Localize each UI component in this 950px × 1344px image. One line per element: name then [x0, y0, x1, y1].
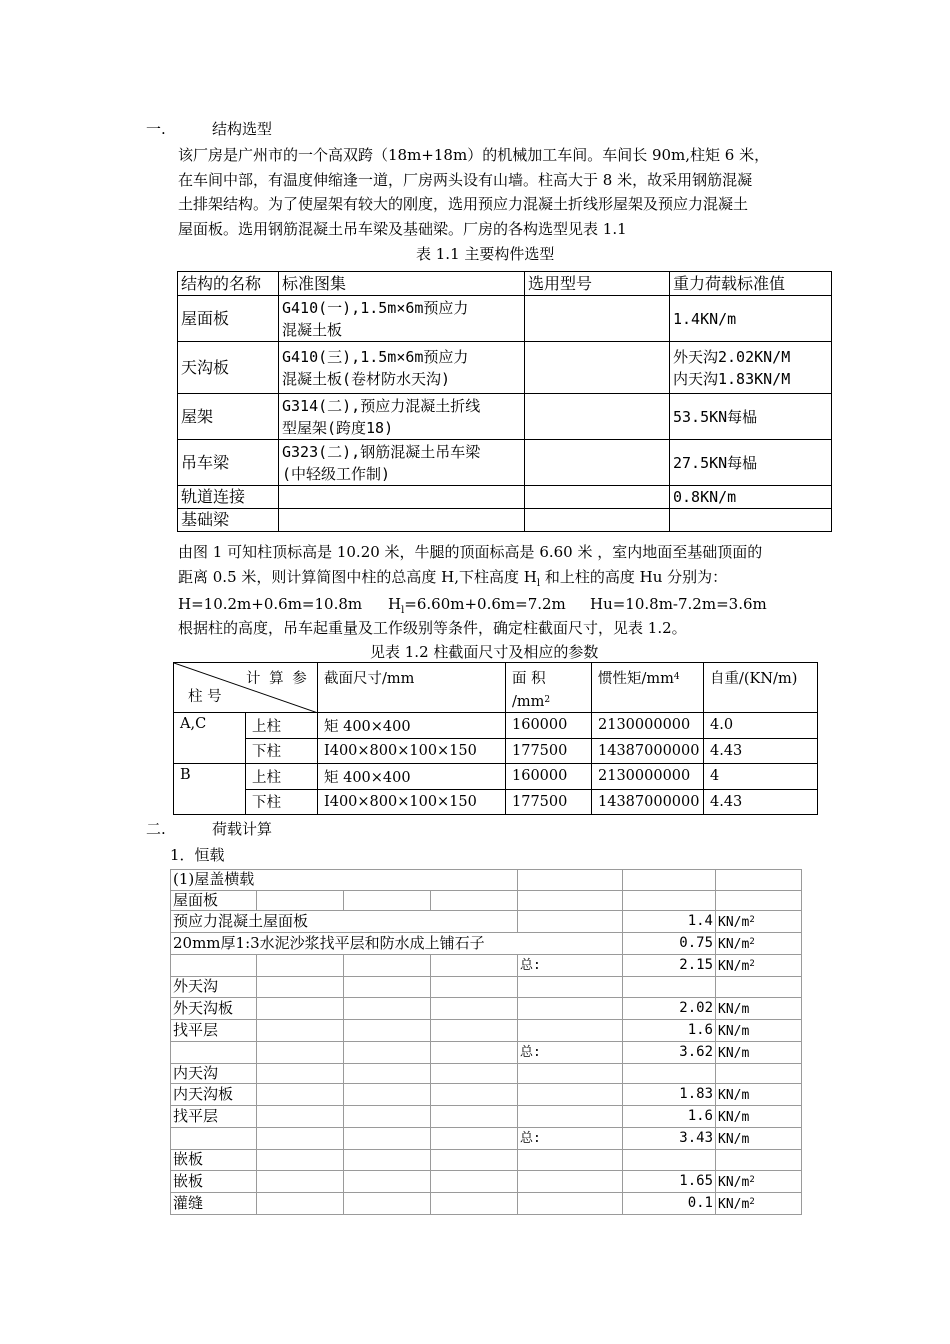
column-part: 上柱	[246, 713, 318, 739]
standard-atlas: G314(二),预应力混凝土折线 型屋架(跨度18)	[279, 394, 525, 440]
selected-model	[525, 440, 670, 486]
self-weight: 4.0	[704, 713, 818, 739]
section-size: 矩 400×400	[318, 713, 506, 739]
empty-cell	[257, 1063, 344, 1084]
empty-cell	[257, 1084, 344, 1106]
standard-atlas: G410(一),1.5m×6m预应力 混凝土板	[279, 296, 525, 342]
load-item-label: 嵌板	[171, 1170, 257, 1192]
moment-of-inertia: 14387000000	[592, 789, 704, 815]
sum-label-cell	[518, 890, 623, 911]
table-header-row	[174, 663, 818, 713]
empty-cell	[431, 977, 518, 998]
sum-label-cell	[518, 1106, 623, 1128]
empty-cell	[257, 1106, 344, 1128]
empty-cell	[257, 890, 344, 911]
column-part: 下柱	[246, 738, 318, 764]
load-item-label	[171, 1128, 257, 1150]
empty-cell	[257, 977, 344, 998]
header-cell: 重力荷载标准值	[670, 272, 832, 296]
unit-text: KN/m	[718, 1110, 750, 1125]
sum-label-cell	[518, 1063, 623, 1084]
table-row	[174, 789, 818, 815]
empty-cell	[431, 1170, 518, 1192]
header-cell: 结构的名称	[178, 272, 279, 296]
empty-cell	[257, 1150, 344, 1171]
empty-cell	[431, 890, 518, 911]
empty-cell	[344, 955, 431, 977]
load-item-label: 找平层	[171, 1019, 257, 1041]
load-item-label: 外天沟板	[171, 997, 257, 1019]
table-row	[178, 440, 832, 486]
load-unit	[716, 870, 802, 891]
load-value	[623, 890, 716, 911]
sum-label-cell	[518, 870, 623, 891]
sheet-row	[171, 1106, 802, 1128]
load-unit	[716, 1084, 802, 1106]
load-value: 3.43	[623, 1128, 716, 1150]
dead-load-sheet	[170, 869, 802, 1215]
sum-label-cell	[518, 977, 623, 998]
gravity-load: 53.5KN每榀	[670, 394, 832, 440]
load-unit	[716, 1170, 802, 1192]
equation-upper-height: Hu=10.8m-7.2m=3.6m	[590, 595, 767, 613]
sheet-row	[171, 1170, 802, 1192]
load-unit	[716, 977, 802, 998]
standard-atlas: G410(三),1.5m×6m预应力 混凝土板(卷材防水天沟)	[279, 342, 525, 394]
sheet-row	[171, 933, 802, 955]
load-item-label: 内天沟板	[171, 1084, 257, 1106]
load-item-label: (1)屋盖横载	[171, 870, 518, 891]
load-value: 2.02	[623, 997, 716, 1019]
empty-cell	[344, 1106, 431, 1128]
selected-model	[525, 342, 670, 394]
equation-lower-height: $H_l=6.60m+0.6m=7.2m$	[388, 595, 566, 616]
empty-cell	[344, 1019, 431, 1041]
section-size: I400×800×100×150	[318, 738, 506, 764]
moment-of-inertia: 14387000000	[592, 738, 704, 764]
subsection-title: 1．恒载	[170, 846, 225, 864]
self-weight: 4.43	[704, 738, 818, 764]
empty-cell	[257, 1128, 344, 1150]
standard-atlas	[279, 486, 525, 509]
component-name: 屋面板	[178, 296, 279, 342]
header-cell: 面 积 $/mm^2$	[506, 663, 592, 713]
empty-cell	[431, 1063, 518, 1084]
sum-label-cell: 总:	[518, 955, 623, 977]
load-value: 1.83	[623, 1084, 716, 1106]
empty-cell	[257, 1041, 344, 1063]
unit-exponent: 2	[749, 959, 755, 969]
empty-cell	[431, 1128, 518, 1150]
sum-label-cell	[518, 1150, 623, 1171]
selected-model	[525, 486, 670, 509]
component-name: 轨道连接	[178, 486, 279, 509]
empty-cell	[344, 1084, 431, 1106]
load-item-label: 灌缝	[171, 1192, 257, 1214]
sheet-row	[171, 977, 802, 998]
table-row	[178, 342, 832, 394]
load-unit	[716, 1106, 802, 1128]
load-item-label	[171, 1041, 257, 1063]
load-value: 1.6	[623, 1106, 716, 1128]
gravity-load: 27.5KN每榀	[670, 440, 832, 486]
empty-cell	[257, 1170, 344, 1192]
sheet-row	[171, 1192, 802, 1214]
section-number: 一.	[146, 120, 166, 138]
empty-cell	[344, 1128, 431, 1150]
intro-paragraph	[178, 143, 769, 241]
moment-of-inertia: 2130000000	[592, 713, 704, 739]
section-number: 二.	[146, 820, 166, 838]
empty-cell	[344, 890, 431, 911]
empty-cell	[344, 1170, 431, 1192]
sum-label-cell	[518, 1170, 623, 1192]
section-area: 177500	[506, 789, 592, 815]
load-item-label: 20mm厚1:3水泥沙浆找平层和防水成上铺石子	[171, 933, 623, 955]
para-line: 距离 0.5 米，则计算简图中柱的总高度 H,下柱高度 $H_l$ 和上柱的高度 Hu 分别为：	[178, 567, 728, 589]
table-row	[174, 764, 818, 790]
gravity-load: 1.4KN/m	[670, 296, 832, 342]
load-value: 3.62	[623, 1041, 716, 1063]
empty-cell	[431, 1192, 518, 1214]
table-row	[174, 738, 818, 764]
sheet-row	[171, 1128, 802, 1150]
table-row	[178, 486, 832, 509]
load-item-label: 外天沟	[171, 977, 257, 998]
section-area: 160000	[506, 713, 592, 739]
unit-exponent: 2	[749, 1196, 755, 1207]
unit-text: KN/m	[718, 1196, 750, 1212]
empty-cell	[431, 1150, 518, 1171]
load-unit	[716, 1041, 802, 1063]
load-unit	[716, 1019, 802, 1041]
self-weight: 4.43	[704, 789, 818, 815]
column-group: B	[174, 764, 246, 815]
sheet-row	[171, 955, 802, 977]
intro-line: 该厂房是广州市的一个高双跨（18m+18m）的机械加工车间。车间长 90m,柱矩 6 米，	[178, 146, 770, 164]
empty-cell	[257, 997, 344, 1019]
empty-cell	[431, 1041, 518, 1063]
gravity-load	[670, 509, 832, 532]
section-area: 177500	[506, 738, 592, 764]
selected-model	[525, 394, 670, 440]
sheet-row	[171, 911, 802, 933]
empty-cell	[431, 1106, 518, 1128]
section-title: 荷载计算	[212, 820, 273, 838]
diagonal-header-cell	[174, 663, 318, 713]
load-unit	[716, 997, 802, 1019]
empty-cell	[431, 955, 518, 977]
para-line: 由图 1 可知柱顶标高是 10.20 米，牛腿的顶面标高是 6.60 米 ，室内地面至基础顶面的	[178, 543, 763, 561]
load-value	[623, 1063, 716, 1084]
section-area: 160000	[506, 764, 592, 790]
sheet-row	[171, 1041, 802, 1063]
component-name: 天沟板	[178, 342, 279, 394]
column-part: 上柱	[246, 764, 318, 790]
section-size: 矩 400×400	[318, 764, 506, 790]
load-unit	[716, 911, 802, 933]
para-line: 根据柱的高度，吊车起重量及工作级别等条件，确定柱截面尺寸，见表 1.2。	[178, 619, 687, 637]
table2-caption: 见表 1.2 柱截面尺寸及相应的参数	[370, 643, 599, 661]
empty-cell	[344, 977, 431, 998]
sheet-row	[171, 1019, 802, 1041]
gravity-load: 0.8KN/m	[670, 486, 832, 509]
sum-label-cell	[518, 997, 623, 1019]
diag-bottom-label: 柱 号	[188, 689, 222, 705]
empty-cell	[431, 1019, 518, 1041]
unit-exponent: 2	[749, 1174, 755, 1185]
section-size: I400×800×100×150	[318, 789, 506, 815]
component-name: 屋架	[178, 394, 279, 440]
unit-text: KN/m	[718, 1088, 750, 1103]
sheet-row	[171, 997, 802, 1019]
unit-text: KN/m	[718, 1132, 750, 1147]
sum-label-cell	[518, 1192, 623, 1214]
sum-label-cell: 总:	[518, 1128, 623, 1150]
empty-cell	[431, 1084, 518, 1106]
header-cell: 标准图集	[279, 272, 525, 296]
load-value: 1.6	[623, 1019, 716, 1041]
load-unit	[716, 1128, 802, 1150]
sum-label-cell	[518, 1084, 623, 1106]
self-weight: 4	[704, 764, 818, 790]
standard-atlas: G323(二),钢筋混凝土吊车梁 (中轻级工作制)	[279, 440, 525, 486]
load-item-label: 找平层	[171, 1106, 257, 1128]
component-name: 吊车梁	[178, 440, 279, 486]
load-item-label	[171, 955, 257, 977]
standard-atlas	[279, 509, 525, 532]
load-value: 0.1	[623, 1192, 716, 1214]
load-value	[623, 1150, 716, 1171]
sheet-row	[171, 1063, 802, 1084]
empty-cell	[344, 1192, 431, 1214]
intro-line: 土排架结构。为了使屋架有较大的刚度，选用预应力混凝土折线形屋架及预应力混凝土	[178, 195, 749, 213]
unit-text: KN/m	[718, 1045, 750, 1061]
header-cell: 惯性矩$/mm^4$	[592, 663, 704, 713]
column-height-paragraph	[178, 540, 762, 596]
load-unit	[716, 933, 802, 955]
unit-text: KN/m	[718, 915, 750, 930]
intro-line: 在车间中部，有温度伸缩逢一道，厂房两头设有山墙。柱高大于 8 米，故采用钢筋混凝	[178, 170, 753, 189]
empty-cell	[431, 997, 518, 1019]
load-unit	[716, 1063, 802, 1084]
load-unit	[716, 1192, 802, 1214]
table-row	[174, 713, 818, 739]
sum-label-cell: 总:	[518, 1041, 623, 1063]
unit-text: KN/m	[718, 1023, 750, 1039]
header-cell: 自重/(KN/m)	[704, 663, 818, 713]
unit-exponent: 2	[749, 915, 755, 925]
table-row	[178, 394, 832, 440]
load-value: 0.75	[623, 933, 716, 955]
table-row	[178, 509, 832, 532]
empty-cell	[257, 1019, 344, 1041]
column-group: A,C	[174, 713, 246, 764]
equation-total-height: H=10.2m+0.6m=10.8m	[178, 595, 363, 613]
unit-exponent: 2	[749, 937, 755, 947]
sum-label-cell	[518, 1019, 623, 1041]
sum-label-cell	[518, 911, 623, 933]
header-cell: 选用型号	[525, 272, 670, 296]
selected-model	[525, 509, 670, 532]
empty-cell	[344, 997, 431, 1019]
column-section-table	[173, 662, 818, 815]
section-title: 结构选型	[212, 120, 273, 138]
table-header-row	[178, 272, 832, 296]
intro-line: 屋面板。选用钢筋混凝土吊车梁及基础梁。厂房的各构选型见表 1.1	[178, 219, 627, 238]
gravity-load: 外天沟2.02KN/M 内天沟1.83KN/M	[670, 342, 832, 394]
load-value	[623, 977, 716, 998]
load-item-label: 屋面板	[171, 890, 257, 911]
component-selection-table	[177, 271, 832, 532]
empty-cell	[344, 1041, 431, 1063]
sheet-row	[171, 870, 802, 891]
load-value	[623, 870, 716, 891]
empty-cell	[257, 1192, 344, 1214]
load-item-label: 嵌板	[171, 1150, 257, 1171]
selected-model	[525, 296, 670, 342]
unit-text: KN/m	[718, 1174, 750, 1190]
load-value: 2.15	[623, 955, 716, 977]
load-value: 1.4	[623, 911, 716, 933]
sheet-row	[171, 890, 802, 911]
load-unit	[716, 1150, 802, 1171]
table1-caption: 表 1.1 主要构件选型	[416, 245, 555, 263]
empty-cell	[257, 955, 344, 977]
header-cell: 截面尺寸/mm	[318, 663, 506, 713]
column-part: 下柱	[246, 789, 318, 815]
empty-cell	[344, 1063, 431, 1084]
sheet-row	[171, 1150, 802, 1171]
diag-top-label: 计 算 参	[246, 671, 309, 687]
load-item-label: 预应力混凝土屋面板	[171, 911, 518, 933]
load-unit	[716, 890, 802, 911]
unit-text: KN/m	[718, 959, 750, 974]
load-item-label: 内天沟	[171, 1063, 257, 1084]
unit-text: KN/m	[718, 937, 750, 952]
table-row	[178, 296, 832, 342]
component-name: 基础梁	[178, 509, 279, 532]
unit-text: KN/m	[718, 1001, 750, 1017]
moment-of-inertia: 2130000000	[592, 764, 704, 790]
sheet-row	[171, 1084, 802, 1106]
load-value: 1.65	[623, 1170, 716, 1192]
empty-cell	[344, 1150, 431, 1171]
load-unit	[716, 955, 802, 977]
